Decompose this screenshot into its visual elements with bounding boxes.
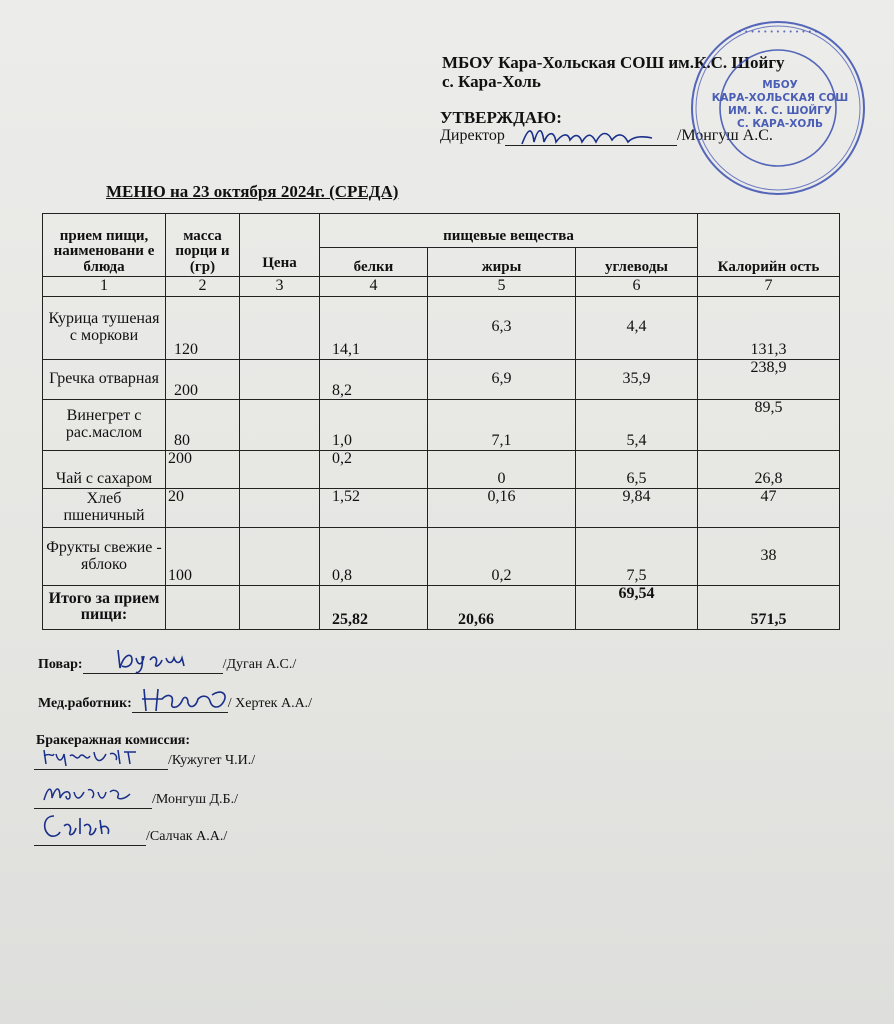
director-name: /Монгуш А.С. bbox=[676, 127, 773, 144]
med-label: Мед.работник: bbox=[38, 696, 132, 711]
col-number: 2 bbox=[166, 276, 240, 296]
total-protein: 25,82 bbox=[320, 585, 428, 629]
dish-carbs: 5,4 bbox=[576, 400, 698, 450]
col-number: 7 bbox=[698, 276, 840, 296]
header-dish: прием пищи, наименовани е блюда bbox=[43, 214, 166, 277]
village-name: с. Кара-Холь bbox=[442, 72, 541, 91]
dish-name: Винегрет с рас.маслом bbox=[43, 400, 166, 450]
header-nutrients: пищевые вещества bbox=[320, 214, 698, 248]
dish-fat: 0 bbox=[428, 450, 576, 488]
cook-name: /Дуган А.С./ bbox=[222, 657, 297, 672]
header-protein: белки bbox=[320, 247, 428, 276]
member-name: /Монгуш Д.Б./ bbox=[152, 792, 238, 807]
member-name: /Салчак А.А./ bbox=[146, 829, 228, 844]
approve-label: УТВЕРЖДАЮ: bbox=[440, 108, 562, 127]
total-price bbox=[240, 585, 320, 629]
med-signature bbox=[138, 683, 238, 719]
header-fat: жиры bbox=[428, 247, 576, 276]
menu-table bbox=[42, 213, 840, 630]
stamp-text-1: МБОУ bbox=[762, 79, 798, 91]
dish-protein: 1,0 bbox=[320, 400, 428, 450]
table-row bbox=[43, 400, 840, 450]
dish-mass: 100 bbox=[166, 528, 240, 586]
header-calories: Калорийн ость bbox=[698, 214, 840, 277]
member-signature bbox=[38, 810, 138, 842]
dish-carbs: 9,84 bbox=[576, 488, 698, 528]
dish-name: Фрукты свежие - яблоко bbox=[43, 528, 166, 586]
dish-fat: 7,1 bbox=[428, 400, 576, 450]
total-calories: 571,5 bbox=[698, 585, 840, 629]
col-number: 1 bbox=[43, 276, 166, 296]
member-signature bbox=[40, 742, 150, 770]
cook-label: Повар: bbox=[38, 657, 83, 672]
dish-price bbox=[240, 450, 320, 488]
dish-fat: 6,9 bbox=[428, 359, 576, 400]
dish-protein: 0,2 bbox=[320, 450, 428, 488]
total-row bbox=[43, 585, 840, 629]
dish-name: Чай с сахаром bbox=[43, 450, 166, 488]
director-signature bbox=[518, 118, 658, 154]
dish-calories: 89,5 bbox=[698, 400, 840, 450]
col-number: 6 bbox=[576, 276, 698, 296]
dish-protein: 1,52 bbox=[320, 488, 428, 528]
dish-mass: 200 bbox=[166, 450, 240, 488]
col-number: 3 bbox=[240, 276, 320, 296]
director-label: Директор bbox=[440, 127, 505, 144]
dish-name: Гречка отварная bbox=[43, 359, 166, 400]
table-row bbox=[43, 296, 840, 359]
stamp-text-4: С. КАРА-ХОЛЬ bbox=[737, 118, 823, 130]
commission-label: Бракеражная комиссия: bbox=[36, 733, 190, 748]
dish-carbs: 4,4 bbox=[576, 296, 698, 359]
dish-mass: 120 bbox=[166, 296, 240, 359]
dish-fat: 6,3 bbox=[428, 296, 576, 359]
dish-mass: 20 bbox=[166, 488, 240, 528]
col-number: 5 bbox=[428, 276, 576, 296]
dish-price bbox=[240, 400, 320, 450]
stamp-text-2: КАРА-ХОЛЬСКАЯ СОШ bbox=[711, 92, 849, 104]
dish-carbs: 35,9 bbox=[576, 359, 698, 400]
dish-protein: 0,8 bbox=[320, 528, 428, 586]
dish-mass: 80 bbox=[166, 400, 240, 450]
col-number: 4 bbox=[320, 276, 428, 296]
total-label: Итого за прием пищи: bbox=[43, 585, 166, 629]
org-name: МБОУ Кара-Хольская СОШ им.К.С. Шойгу bbox=[442, 53, 785, 72]
table-row bbox=[43, 528, 840, 586]
dish-name: Курица тушеная с моркови bbox=[43, 296, 166, 359]
dish-price bbox=[240, 359, 320, 400]
dish-protein: 8,2 bbox=[320, 359, 428, 400]
dish-calories: 131,3 bbox=[698, 296, 840, 359]
dish-calories: 38 bbox=[698, 528, 840, 586]
dish-calories: 238,9 bbox=[698, 359, 840, 400]
dish-carbs: 7,5 bbox=[576, 528, 698, 586]
dish-name: Хлеб пшеничный bbox=[43, 488, 166, 528]
stamp-text-3: ИМ. К. С. ШОЙГУ bbox=[728, 105, 832, 117]
table-row bbox=[43, 450, 840, 488]
dish-protein: 14,1 bbox=[320, 296, 428, 359]
dish-price bbox=[240, 296, 320, 359]
dish-calories: 26,8 bbox=[698, 450, 840, 488]
total-mass bbox=[166, 585, 240, 629]
dish-price bbox=[240, 528, 320, 586]
cook-signature bbox=[112, 644, 202, 674]
official-stamp bbox=[688, 18, 868, 198]
table-row bbox=[43, 359, 840, 400]
table-row bbox=[43, 488, 840, 528]
header-mass: масса порци и (гр) bbox=[166, 214, 240, 277]
dish-fat: 0,16 bbox=[428, 488, 576, 528]
total-carbs: 69,54 bbox=[576, 585, 698, 629]
header-price: Цена bbox=[240, 214, 320, 277]
header-carbs: углеводы bbox=[576, 247, 698, 276]
total-fat: 20,66 bbox=[428, 585, 576, 629]
menu-title: МЕНЮ на 23 октября 2024г. (СРЕДА) bbox=[106, 182, 399, 201]
dish-carbs: 6,5 bbox=[576, 450, 698, 488]
dish-calories: 47 bbox=[698, 488, 840, 528]
med-name: / Хертек А.А./ bbox=[227, 696, 313, 711]
dish-mass: 200 bbox=[166, 359, 240, 400]
dish-price bbox=[240, 488, 320, 528]
member-name: /Кужугет Ч.И./ bbox=[168, 753, 256, 768]
svg-text:• • • • • • • • • • • • •: • • • • • • • • • • • • • bbox=[737, 28, 819, 36]
dish-fat: 0,2 bbox=[428, 528, 576, 586]
member-signature bbox=[40, 778, 140, 806]
